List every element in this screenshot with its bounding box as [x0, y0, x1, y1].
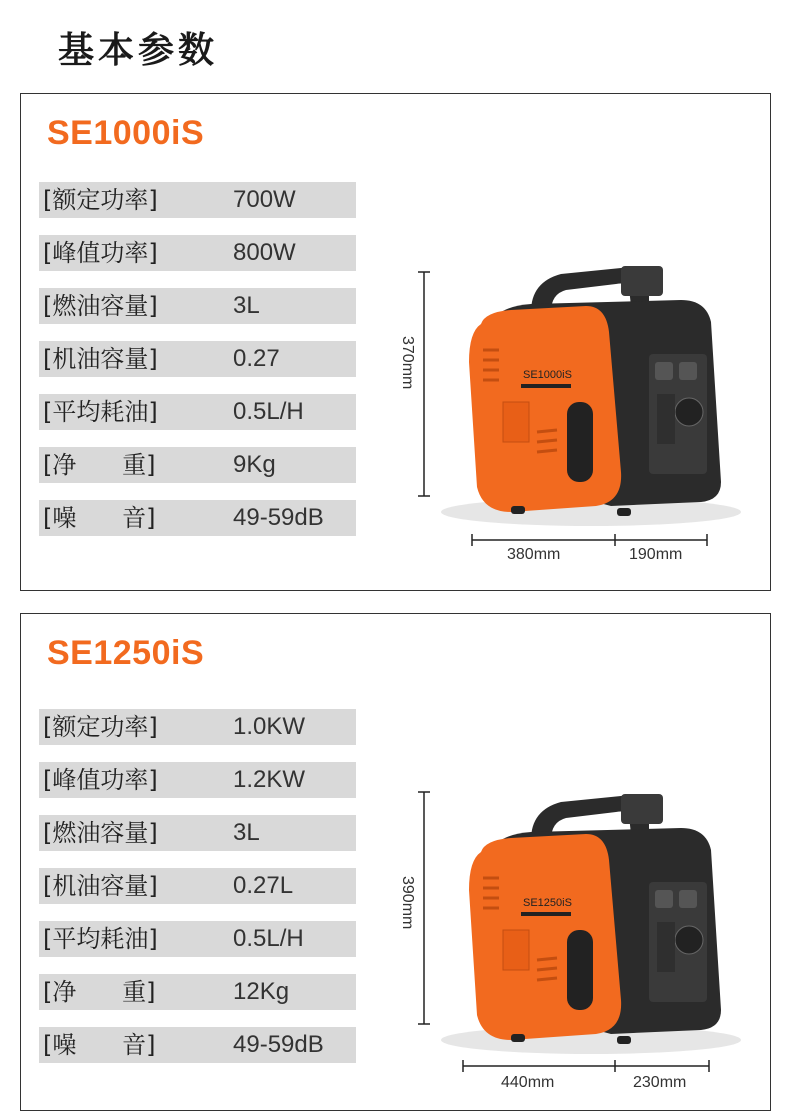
width-dimension: 190mm	[629, 546, 683, 563]
width-dimension: 230mm	[633, 1074, 687, 1091]
spec-label: [机油容量]	[43, 872, 158, 900]
spec-value: 0.5L/H	[233, 398, 304, 425]
length-dimension: 380mm	[507, 546, 561, 563]
spec-value: 3L	[233, 292, 260, 319]
spec-label: [平均耗油]	[43, 398, 158, 426]
panel-label: SE1000iS	[523, 369, 572, 381]
spec-value: 0.27L	[233, 872, 294, 899]
spec-value: 1.0KW	[233, 713, 306, 740]
spec-value: 49-59dB	[233, 1031, 324, 1058]
panel-label: SE1250iS	[523, 897, 572, 909]
generator-image	[421, 790, 741, 1060]
spec-label: [峰值功率]	[43, 766, 158, 794]
spec-label: [净 重]	[43, 978, 156, 1006]
model-name: SE1250iS	[47, 634, 205, 672]
model-name: SE1000iS	[47, 114, 205, 152]
spec-label: [燃油容量]	[43, 819, 158, 847]
page-title: 基本参数	[58, 30, 219, 71]
generator-image	[421, 262, 741, 532]
spec-label: [净 重]	[43, 451, 156, 479]
spec-value: 700W	[233, 186, 296, 213]
height-dimension: 370mm	[399, 336, 416, 390]
spec-label: [额定功率]	[43, 713, 158, 741]
spec-value: 0.5L/H	[233, 925, 304, 952]
spec-value: 9Kg	[233, 451, 276, 478]
spec-value: 12Kg	[233, 978, 290, 1005]
spec-label: [额定功率]	[43, 186, 158, 214]
spec-label: [噪 音]	[43, 504, 156, 532]
product-card-se1000is	[20, 93, 771, 591]
spec-label: [峰值功率]	[43, 239, 158, 267]
spec-label: [平均耗油]	[43, 925, 158, 953]
spec-label: [燃油容量]	[43, 292, 158, 320]
spec-value: 49-59dB	[233, 504, 324, 531]
height-dimension: 390mm	[399, 876, 416, 930]
spec-label: [机油容量]	[43, 345, 158, 373]
spec-value: 0.27	[233, 345, 280, 372]
spec-label: [噪 音]	[43, 1031, 156, 1059]
spec-value: 3L	[233, 819, 260, 846]
spec-value: 800W	[233, 239, 296, 266]
spec-value: 1.2KW	[233, 766, 306, 793]
product-card-se1250is	[20, 613, 771, 1111]
length-dimension: 440mm	[501, 1074, 555, 1091]
